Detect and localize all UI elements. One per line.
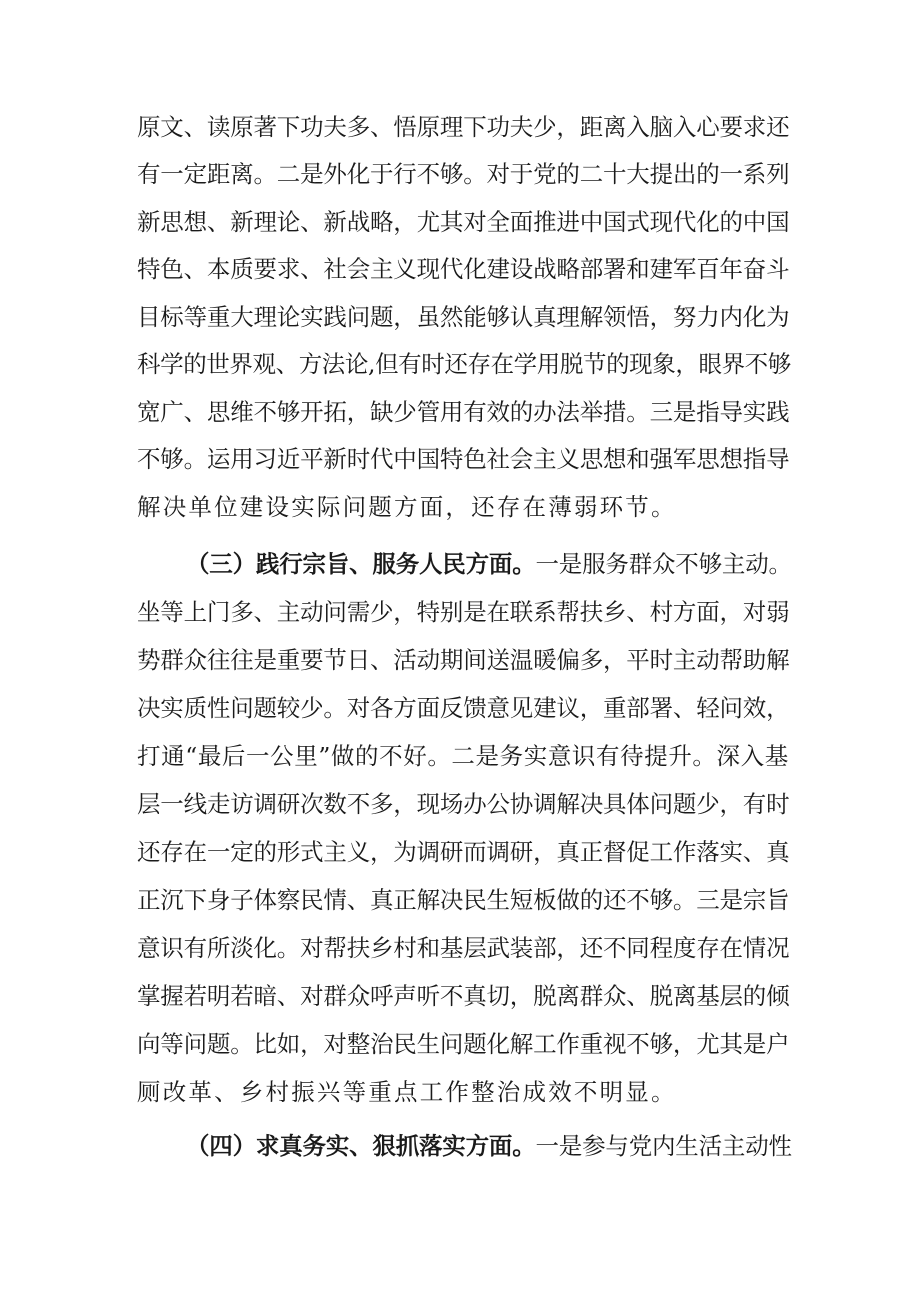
text-line <box>137 640 789 680</box>
line-text: 向等问题。比如，对整治民生问题化解工作重视不够，尤其是户 <box>137 1030 790 1058</box>
line-text: 解决单位建设实际问题方面，还存在薄弱环节。 <box>137 493 677 521</box>
line-text: 有一定距离。二是外化于行不够。对于党的二十大提出的一系列 <box>137 160 790 188</box>
text-line <box>137 784 789 824</box>
text-line <box>137 832 789 872</box>
line-text: 不够。运用习近平新时代中国特色社会主义思想和强军思想指导 <box>137 445 790 473</box>
line-text: 目标等重大理论实践问题，虽然能够认真理解领悟，努力内化为 <box>137 303 790 331</box>
line-text: 宽广、思维不够开拓，缺少管用有效的办法举措。三是指导实践 <box>137 398 790 426</box>
text-line <box>137 439 789 479</box>
text-line <box>137 592 789 632</box>
text-line <box>137 736 789 776</box>
line-text: 层一线走访调研次数不多，现场办公协调解决具体问题少，有时 <box>137 790 790 818</box>
line-text: 科学的世界观、方法论,但有时还存在学用脱节的现象，眼界不够 <box>137 350 791 378</box>
line-text: 一是服务群众不够主动。 <box>535 550 792 578</box>
line-text: 势群众往往是重要节日、活动期间送温暖偏多，平时主动帮助解 <box>137 646 790 674</box>
text-line <box>137 1024 789 1064</box>
text-line <box>137 154 789 194</box>
section-heading: （四）求真务实、狠抓落实方面。 <box>186 1132 536 1160</box>
line-text: 原文、读原著下功夫多、悟原理下功夫少，距离入脑入心要求还 <box>137 113 790 141</box>
line-text: 正沉下身子体察民情、真正解决民生短板做的还不够。三是宗旨 <box>137 886 790 914</box>
section-heading-line <box>186 544 792 584</box>
line-text: 意识有所淡化。对帮扶乡村和基层武装部，还不同程度存在情况 <box>137 934 790 962</box>
text-line <box>137 487 677 527</box>
line-text: 决实质性问题较少。对各方面反馈意见建议，重部署、轻问效， <box>137 694 790 722</box>
text-line <box>137 976 789 1016</box>
line-text: 新思想、新理论、新战略，尤其对全面推进中国式现代化的中国 <box>137 208 790 236</box>
line-text: 打通“最后一公里”做的不好。二是务实意识有待提升。深入基 <box>137 742 789 770</box>
text-line <box>137 297 789 337</box>
line-text: 还存在一定的形式主义，为调研而调研，真正督促工作落实、真 <box>137 838 790 866</box>
text-line <box>137 392 789 432</box>
text-line <box>137 688 789 728</box>
text-line <box>137 202 789 242</box>
text-line <box>137 1072 677 1112</box>
text-line <box>137 249 789 289</box>
section-heading-line <box>186 1126 792 1166</box>
line-text: 厕改革、乡村振兴等重点工作整治成效不明显。 <box>137 1078 677 1106</box>
line-text: 坐等上门多、主动问需少，特别是在联系帮扶乡、村方面，对弱 <box>137 598 790 626</box>
line-text: 特色、本质要求、社会主义现代化建设战略部署和建军百年奋斗 <box>137 255 790 283</box>
text-line <box>137 928 789 968</box>
line-text: 掌握若明若暗、对群众呼声听不真切，脱离群众、脱离基层的倾 <box>137 982 790 1010</box>
section-heading: （三）践行宗旨、服务人民方面。 <box>186 550 536 578</box>
line-text: 一是参与党内生活主动性 <box>535 1132 792 1160</box>
text-line <box>137 880 789 920</box>
text-line <box>137 107 789 147</box>
text-line <box>137 344 791 384</box>
